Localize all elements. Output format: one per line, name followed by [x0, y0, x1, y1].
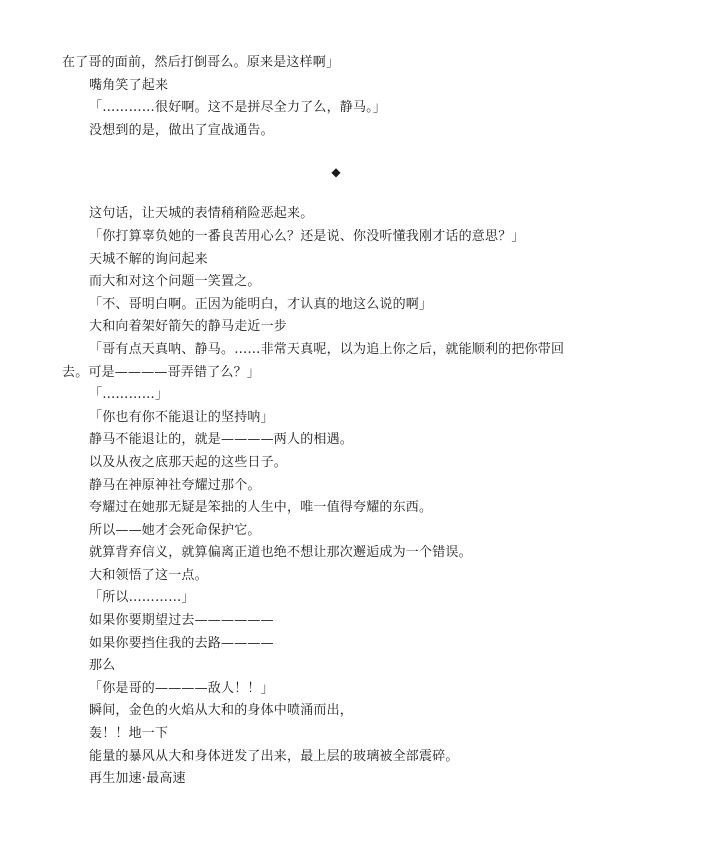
paragraph: 所以——她才会死命保护它。: [89, 522, 261, 538]
paragraph: 而大和对这个问题一笑置之。: [89, 274, 261, 290]
paragraph: 以及从夜之底那天起的这些日子。: [89, 454, 288, 470]
paragraph: 「…………很好啊。这不是拼尽全力了么，静马。」: [89, 100, 387, 116]
paragraph: 大和向着架好箭矢的静马走近一步: [89, 319, 288, 335]
paragraph: 这句话，让天城的表情稍稍险恶起来。: [89, 206, 314, 222]
section-separator: ◆: [331, 165, 341, 180]
paragraph: 轰！！地一下: [89, 726, 169, 742]
paragraph: 「你也有你不能退让的坚持呐」: [89, 409, 274, 425]
paragraph: 「所以…………」: [89, 590, 195, 606]
paragraph: 那么: [89, 658, 116, 674]
paragraph: 如果你要期望过去——————: [89, 613, 274, 629]
paragraph: 「哥有点天真呐、静马。……非常天真呢，以为追上你之后，就能顺利的把你带回去。可是————哥弄错了么？」: [62, 341, 565, 380]
paragraph: 「你打算辜负她的一番良苦用心么？还是说、你没听懂我刚才话的意思？」: [89, 228, 525, 244]
paragraph: 瞬间，金色的火焰从大和的身体中喷涌而出，: [89, 703, 354, 719]
paragraph: 再生加速·最高速: [89, 771, 186, 787]
paragraph: 嘴角笑了起来: [89, 77, 169, 93]
paragraph: 夸耀过在她那无疑是笨拙的人生中，唯一值得夸耀的东西。: [89, 500, 433, 516]
paragraph: 就算背弃信义，就算偏离正道也绝不想让那次邂逅成为一个错误。: [89, 545, 472, 561]
paragraph: 「不、哥明白啊。正因为能明白，才认真的地这么说的啊」: [89, 296, 433, 312]
paragraph: 静马不能退让的，就是————两人的相遇。: [89, 432, 354, 448]
paragraph: 「…………」: [89, 387, 169, 403]
paragraph: 没想到的是，做出了宣战通告。: [89, 122, 274, 138]
paragraph: 「你是哥的————敌人！！」: [89, 680, 274, 696]
document-page: [62, 52, 582, 791]
paragraph: 大和领悟了这一点。: [89, 567, 208, 583]
paragraph: 能量的暴风从大和身体迸发了出来，最上层的玻璃被全部震碎。: [89, 748, 459, 764]
paragraph: 静马在神原神社夸耀过那个。: [89, 477, 261, 493]
paragraph: 在了哥的面前，然后打倒哥么。原来是这样啊」: [62, 55, 340, 70]
paragraph: 如果你要挡住我的去路————: [89, 635, 274, 651]
paragraph: 天城不解的询问起来: [89, 251, 208, 267]
